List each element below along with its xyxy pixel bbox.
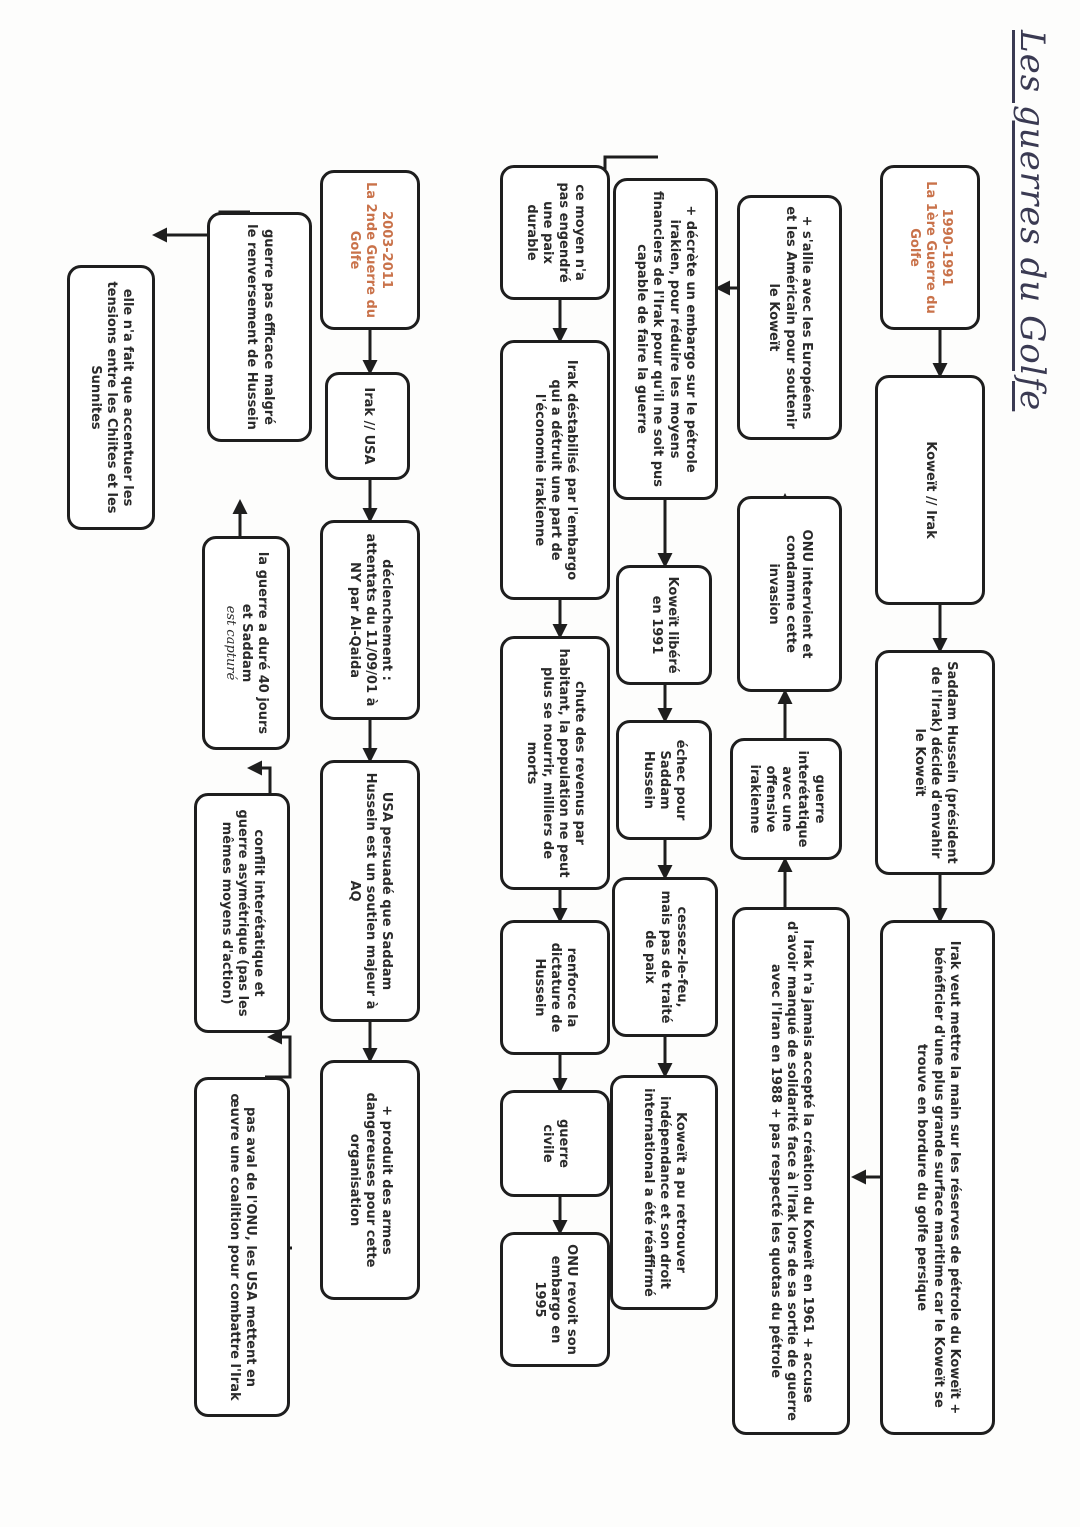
kuwait-liberated-box: Koweït libéré en 1991 [616,565,712,685]
un-condemns-box: ONU intervient et condamne cette invasion [737,496,842,692]
iraq-grievances-box: Irak n'a jamais accepté la création du Koweït en 1961 + accuse d'avoir manqué de solidarité face à l'Irak lors de sa sortie de guerre avec l'Iran en 1988 + pas respecté les quotas du pétrole [732,907,850,1435]
war-duration-text: la guerre a duré 40 jours et Saddam [239,551,271,735]
no-lasting-peace-box: ce moyen n'a pas engendré une paix durable [500,165,610,300]
war-inefficient-box: guerre pas efficace malgré le renversement de Hussein [207,212,312,442]
arrow-r6-3 [250,768,270,793]
kuwait-vs-iraq-box: Koweït // Irak [875,375,985,605]
alliance-box: + s'allie avec les Européens et les Américain pour soutenir le Koweït [737,195,842,440]
ceasefire-box: cessez-le-feu, mais pas de traité de paix [612,877,718,1037]
first-war-years: 1990-1991 [939,208,955,287]
civil-war-box: guerre civile [500,1090,610,1197]
page-title: Les guerres du Golfe [1012,30,1052,412]
asymmetric-conflict-box: conflit interétatique et guerre asymétrique (pas les mêmes moyens d'action) [194,793,290,1033]
dictatorship-box: renforce la dictature de Hussein [500,920,610,1055]
usa-persuaded-box: USA persuadé que Saddam Hussein est un soutien majeur à AQ [320,760,420,1022]
iraq-destabilized-box: Irak déstabilisé par l'embargo qui a détruit une part de l'économie irakienne [500,340,610,600]
saddam-failure-box: échec pour Saddam Hussein [616,720,712,840]
interstate-war-box: guerre interétatique avec une offensive irakienne [730,738,842,860]
kuwait-independence-box: Koweït a pu retrouver indépendance et son droit international a été réaffirmé [610,1075,718,1310]
second-gulf-war-box [320,170,420,330]
second-war-years: 2003-2011 [379,211,395,289]
arrow-r6-2 [265,1037,290,1077]
un-embargo-review-box: ONU revoit son embargo en 1995 [500,1232,610,1367]
saddam-captured-note: est capturé [222,605,238,681]
first-gulf-war-box [880,165,980,330]
sectarian-tensions-box: elle n'a fait que accentuer les tensions entre les Chiites et les Sunnites [67,265,155,530]
iraq-motives-box: Irak veut mettre la main sur les réserves de pétrole du Koweït + bénéficier d'une plus grande surface maritime car le Koweït se trouve en bordure du golfe persique [880,920,995,1435]
second-war-label: La 2nde Guerre du Golfe [346,182,379,318]
weapons-box: + produit des armes dangereuses pour cette organisation [320,1060,420,1300]
trigger-attacks-box: déclenchement : attentats du 11/09/01 à NY par Al-Qaida [320,520,420,720]
first-war-label: La 1ère Guerre du Golfe [906,181,939,314]
oil-embargo-box: + décrète un embargo sur le pétrole irakien, pour réduire les moyens financiers de l'Irak pour qu'il ne soit pus capable de faire la guerre [613,178,718,500]
us-coalition-box: pas aval de l'ONU, les USA mettent en œuvre une coalition pour combattre l'Irak [194,1077,290,1417]
income-drop-box: chute des revenus par habitant, la population ne peut plus se nourrir, milliers de morts [500,636,610,890]
saddam-invasion-box: Saddam Hussein (président de l'Irak) décide d'envahir le Koweït [875,650,995,875]
iraq-vs-usa-box: Irak // USA [325,372,410,480]
war-duration-box [202,536,290,750]
